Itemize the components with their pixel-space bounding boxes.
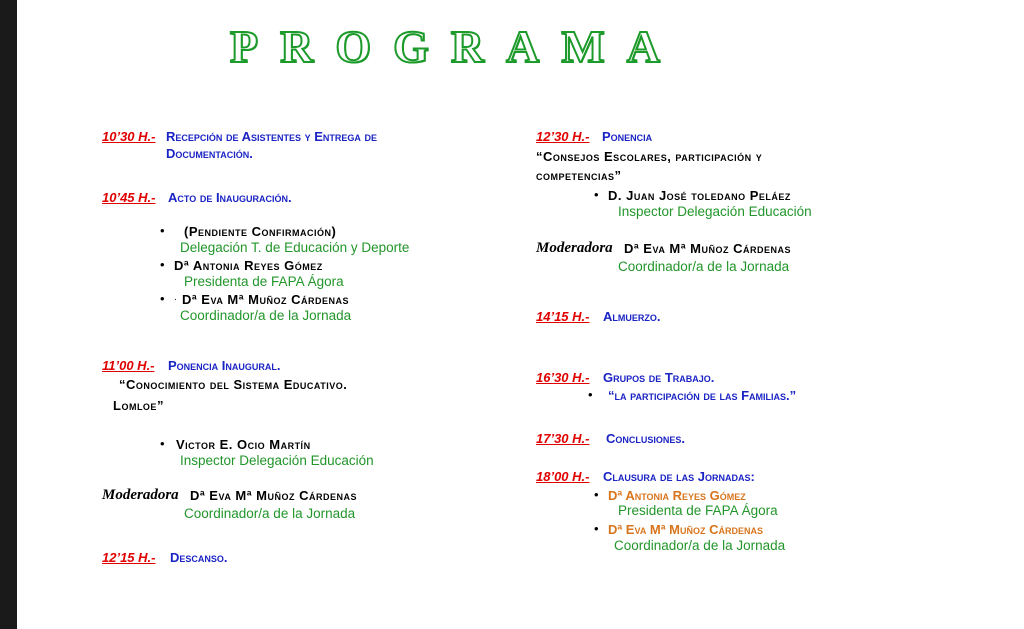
conclusions-label: Conclusiones. xyxy=(606,431,686,446)
inaugural-talk-label: Ponencia Inaugural. xyxy=(168,358,281,373)
guest-name-1: (Pendiente Confirmación) xyxy=(184,224,337,239)
time-1030: 10’30 H.- xyxy=(102,129,156,144)
time-1415: 14’15 H.- xyxy=(536,309,590,324)
guest-role-3: Coordinador/a de la Jornada xyxy=(180,308,352,323)
reception-line-2: Documentación. xyxy=(166,146,253,161)
reception-line-1: Recepción de Asistentes y Entrega de xyxy=(166,129,378,144)
bullet-icon: • xyxy=(160,436,165,451)
lunch-label: Almuerzo. xyxy=(603,309,661,324)
speaker2-role: Inspector Delegación Educación xyxy=(618,204,812,219)
speaker-role: Inspector Delegación Educación xyxy=(180,453,374,468)
bullet-icon: • xyxy=(160,257,165,272)
page-title: PROGRAMA xyxy=(230,21,682,72)
dot-mark: . xyxy=(174,292,177,303)
time-1215: 12’15 H.- xyxy=(102,550,156,565)
time-1800: 18’00 H.- xyxy=(536,469,590,484)
moderator-role: Coordinador/a de la Jornada xyxy=(184,506,356,521)
talk2-title-line-2: competencias” xyxy=(536,168,622,183)
speaker2-name: D. Juan José toledano Peláez xyxy=(608,188,791,203)
time-1045: 10’45 H.- xyxy=(102,190,156,205)
closing-label: Clausura de las Jornadas: xyxy=(603,469,755,484)
time-1630: 16’30 H.- xyxy=(536,370,590,385)
closing-role-2: Coordinador/a de la Jornada xyxy=(614,538,786,553)
moderator2-name: Dª Eva Mª Muñoz Cárdenas xyxy=(624,241,792,256)
closing-name-1: Dª Antonia Reyes Gómez xyxy=(608,488,746,503)
guest-name-2: Dª Antonia Reyes Gómez xyxy=(174,258,323,273)
break-label: Descanso. xyxy=(170,550,228,565)
moderator-name: Dª Eva Mª Muñoz Cárdenas xyxy=(190,488,358,503)
bullet-icon: • xyxy=(160,223,165,238)
time-1730: 17’30 H.- xyxy=(536,431,590,446)
bullet-icon: • xyxy=(594,521,599,536)
guest-role-2: Presidenta de FAPA Ágora xyxy=(184,274,344,289)
inauguration-label: Acto de Inauguración. xyxy=(168,190,292,205)
closing-role-1: Presidenta de FAPA Ágora xyxy=(618,503,778,518)
bullet-icon: • xyxy=(594,187,599,202)
guest-name-3: Dª Eva Mª Muñoz Cárdenas xyxy=(182,292,350,307)
bullet-icon: • xyxy=(588,387,593,402)
talk-title-line-2: Lomloe” xyxy=(113,398,164,413)
time-1230: 12’30 H.- xyxy=(536,129,590,144)
workgroups-label: Grupos de Trabajo. xyxy=(603,370,715,385)
talk-title-line-1: “Conocimiento del Sistema Educativo. xyxy=(119,377,348,392)
workgroup-topic: “la participación de las Familias.” xyxy=(608,388,797,403)
time-1100: 11’00 H.- xyxy=(102,358,155,373)
speaker-name: Victor E. Ocio Martín xyxy=(176,437,311,452)
left-edge-bar xyxy=(0,0,17,629)
bullet-icon: • xyxy=(594,487,599,502)
bullet-icon: • xyxy=(160,291,165,306)
talk-label: Ponencia xyxy=(602,129,653,144)
moderator-label: Moderadora xyxy=(102,487,179,503)
talk2-title-line-1: “Consejos Escolares, participación y xyxy=(536,149,763,164)
closing-name-2: Dª Eva Mª Muñoz Cárdenas xyxy=(608,522,764,537)
guest-role-1: Delegación T. de Educación y Deporte xyxy=(180,240,410,255)
moderator2-role: Coordinador/a de la Jornada xyxy=(618,259,790,274)
moderator2-label: Moderadora xyxy=(536,240,613,256)
